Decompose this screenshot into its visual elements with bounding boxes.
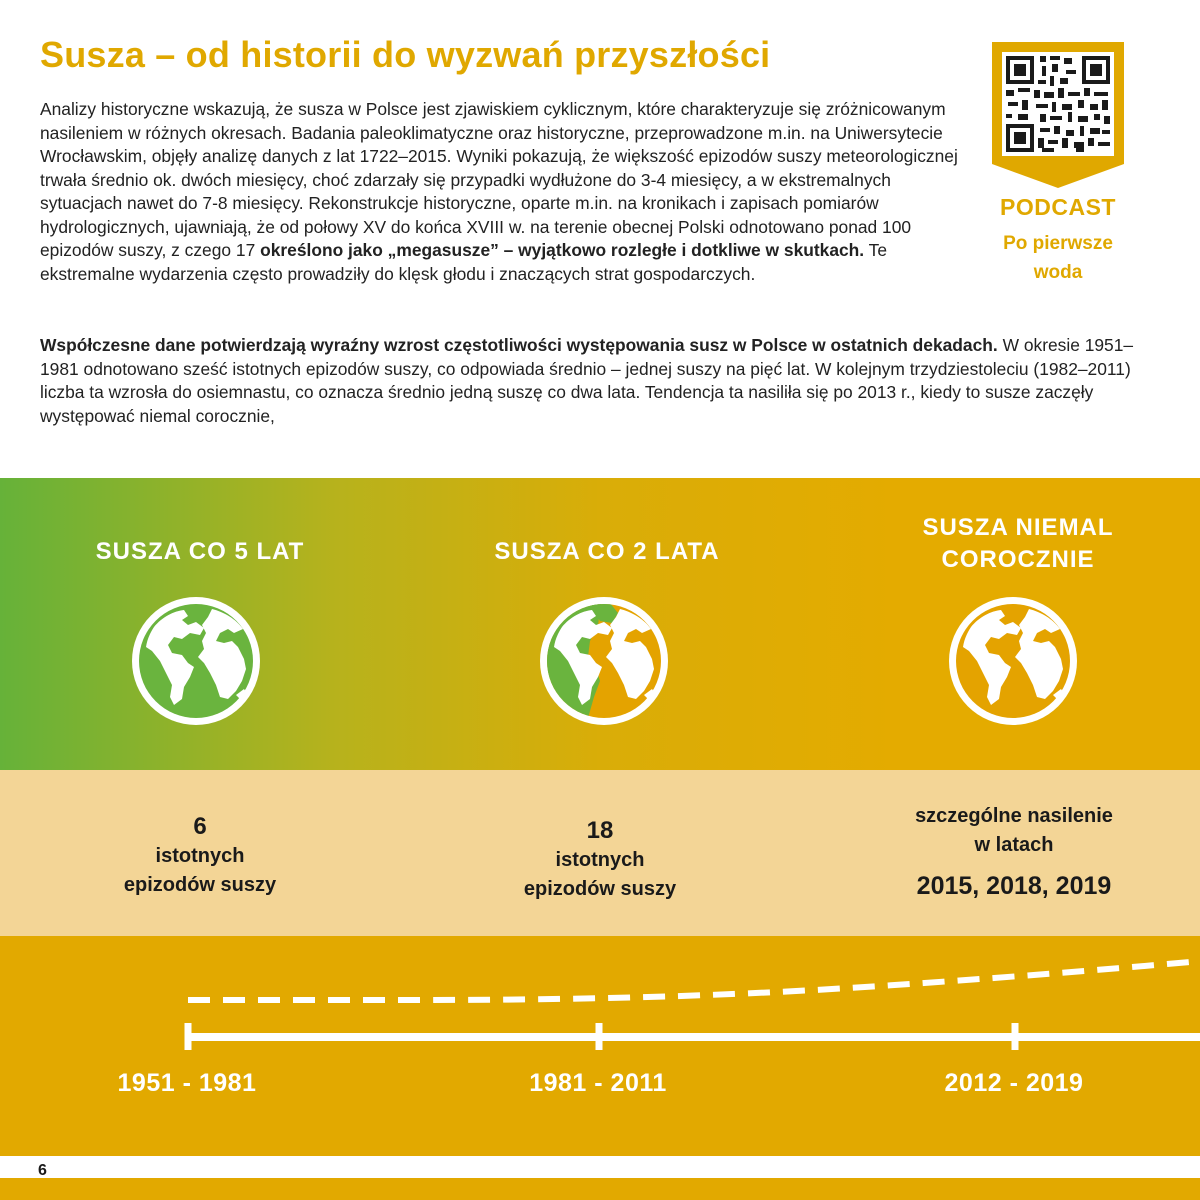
podcast-title-line1: Po pierwsze bbox=[1003, 233, 1113, 254]
stat-1-line1: istotnych bbox=[155, 845, 245, 867]
stat-2 bbox=[480, 816, 720, 904]
trend-dashed-line bbox=[188, 962, 1190, 1000]
intro-text: Analizy historyczne wskazują, że susza w Polsce jest zjawiskiem cyklicznym, które charakteryzuje się zróżnicowanym nasileniem w różnych okresach. Badania paleoklimatyczne oraz historyczne, przeprowadzone m.in. na Uniwersytecie Wrocławskim, objęły analizę danych z lat 1722–2015. Wyniki pokazują, że większość epizodów suszy meteorologicznej trwała średnio ok. dwóch miesięcy, choć zdarzały się przypadki wydłużone do 3-4 miesięcy, a w ekstremalnych sytuacjach nawet do 7-8 miesięcy. Rekonstrukcje historyczne, oparte m.in. na kronikach i zapisach pomiarów hydrologicznych, ujawniają, że od połowy XV do końca XVIII w. na terenie obecnej Polski odnotowano ponad 100 epizodów suszy, z czego 17 bbox=[40, 99, 958, 260]
column-heading-2: SUSZA CO 2 LATA bbox=[494, 538, 720, 565]
column-heading-3-line1: SUSZA NIEMAL bbox=[922, 514, 1114, 541]
intro-bold-text: określono jako „megasusze” – wyjątkowo rozległe i dotkliwe w skutkach. bbox=[260, 240, 865, 260]
page-title: Susza – od historii do wyzwań przyszłości bbox=[40, 34, 771, 75]
period-label-3: 2012 - 2019 bbox=[944, 1069, 1084, 1097]
stat-2-line1: istotnych bbox=[555, 849, 645, 871]
podcast-title-line2: woda bbox=[1033, 262, 1083, 283]
modern-text: W okresie 1951–1981 odnotowano sześć istotnych epizodów suszy, co odpowiada średnio – jednej suszy na pięć lat. W kolejnym trzydziestoleciu (1982–2011) liczba ta wzrosła do osiemnastu, co oznacza średnio jedną suszę co dwa lata. Tendencja ta nasiliła się po 2013 r., kiedy to susze zaczęły występować niemal corocznie, bbox=[40, 335, 1134, 426]
stat-3-years: 2015, 2018, 2019 bbox=[916, 872, 1112, 900]
green-globe-icon bbox=[132, 597, 260, 725]
intro-paragraph bbox=[40, 98, 970, 286]
period-label-1: 1951 - 1981 bbox=[117, 1069, 257, 1097]
timeline-graphic bbox=[0, 936, 1200, 1156]
column-heading-3-line2: COROCZNIE bbox=[941, 546, 1095, 573]
podcast-label: PODCAST bbox=[1000, 194, 1116, 220]
column-heading-3 bbox=[868, 512, 1168, 576]
podcast-subtitle bbox=[968, 229, 1148, 287]
stat-2-number: 18 bbox=[586, 817, 614, 844]
stat-3-line2: w latach bbox=[974, 834, 1054, 856]
column-heading-1: SUSZA CO 5 LAT bbox=[95, 538, 305, 565]
stat-1-line2: epizodów suszy bbox=[123, 874, 277, 896]
stat-2-line2: epizodów suszy bbox=[523, 878, 677, 900]
footer-strip bbox=[0, 1178, 1200, 1200]
stat-3 bbox=[874, 802, 1154, 901]
modern-bold-text: Współczesne dane potwierdzają wyraźny wzrost częstotliwości występowania susz w Polsce w ostatnich dekadach. bbox=[40, 335, 998, 355]
stat-1 bbox=[80, 812, 320, 900]
period-label-2: 1981 - 2011 bbox=[529, 1069, 667, 1097]
stat-3-line1: szczególne nasilenie bbox=[915, 805, 1113, 827]
page-number: 6 bbox=[38, 1162, 47, 1179]
modern-paragraph bbox=[40, 334, 1140, 428]
intro-end-text: Te ekstremalne wydarzenia często prowadziły do klęsk głodu i znaczących strat gospodarczych. bbox=[40, 240, 888, 284]
stat-1-number: 6 bbox=[193, 813, 207, 840]
qr-code-badge[interactable] bbox=[992, 42, 1124, 188]
mixed-globe-icon bbox=[540, 597, 668, 725]
orange-globe-icon bbox=[949, 597, 1077, 725]
